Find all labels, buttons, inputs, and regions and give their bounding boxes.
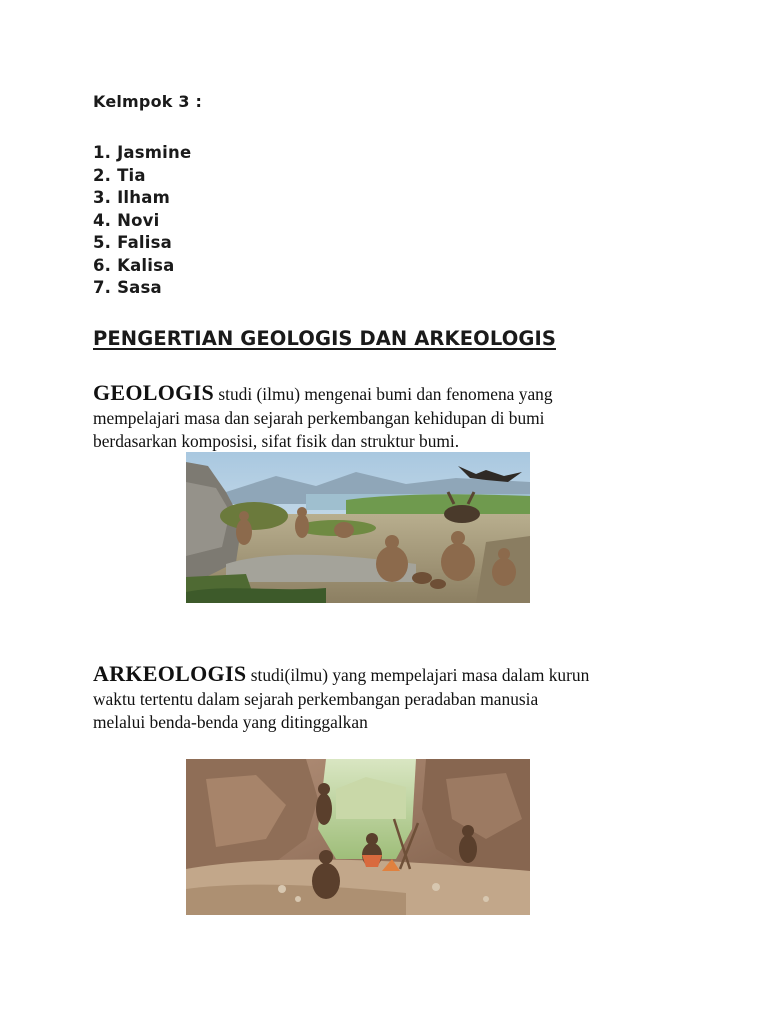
arkeologis-paragraph [93,662,673,735]
arkeologis-term: ARKEOLOGIS [93,661,247,686]
geologis-term: GEOLOGIS [93,380,214,405]
member-item: 2. Tia [93,165,146,185]
prehistoric-landscape-illustration [186,452,530,603]
member-item: 3. Ilham [93,188,170,207]
arkeologis-line-3: melalui benda-benda yang ditinggalkan [93,712,368,732]
geologis-line-2: mempelajari masa dan sejarah perkembangan kehidupan di bumi [93,407,545,428]
arkeologis-image [186,759,530,915]
geologis-image [186,452,530,603]
arkeologis-text-1: studi(ilmu) yang mempelajari masa dalam kurun [246,665,590,685]
arkeologis-line-1 [93,662,673,688]
member-list [93,142,191,300]
geologis-line-1 [93,381,673,407]
member-item: 1. Jasmine [93,143,192,162]
arkeologis-line-2: waktu tertentu dalam sejarah perkembangan peradaban manusia [93,688,539,709]
section-title: PENGERTIAN GEOLOGIS DAN ARKEOLOGIS [93,327,556,350]
geologis-text-1: studi (ilmu) mengenai bumi dan fenomena yang [214,384,553,404]
member-item: 5. Falisa [93,233,172,252]
member-item: 6. Kalisa [93,255,175,275]
member-item: 4. Novi [93,210,160,230]
member-item: 7. Sasa [93,278,162,297]
group-title: Kelmpok 3 : [93,92,203,111]
geologis-line-3: berdasarkan komposisi, sifat fisik dan struktur bumi. [93,431,460,451]
geologis-paragraph [93,381,673,454]
cave-diorama-illustration [186,759,530,915]
